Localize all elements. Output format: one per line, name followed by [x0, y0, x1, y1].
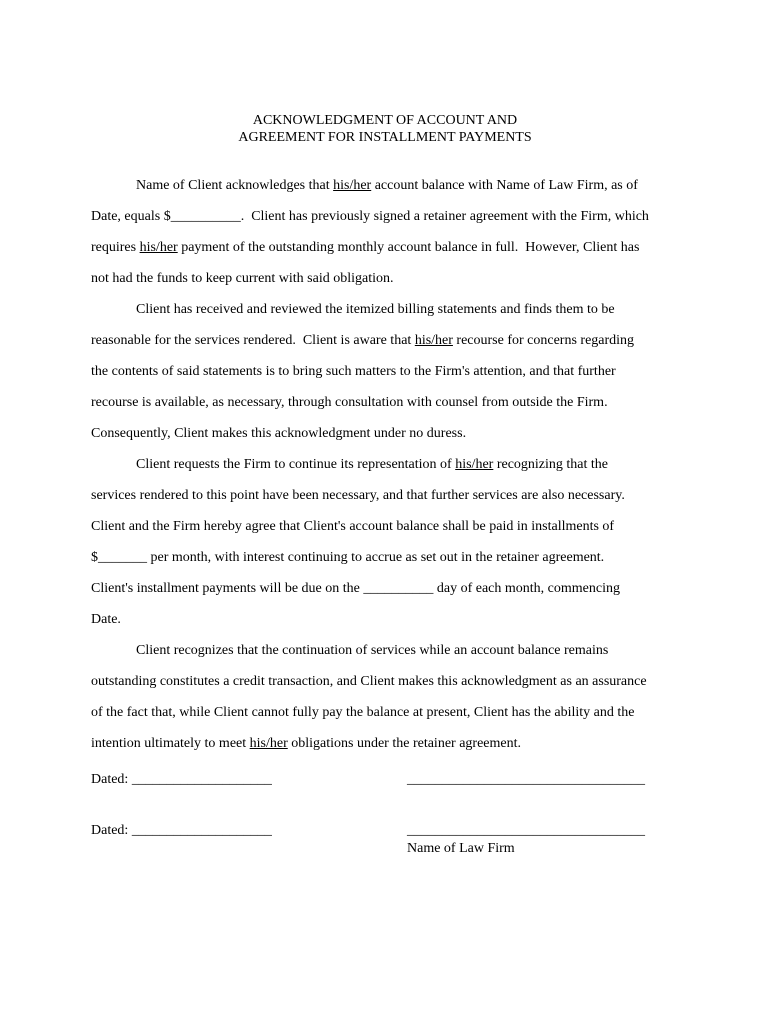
paragraph-1-line-2: Date, equals $__________. Client has previously signed a retainer agreement with the Firm, which	[91, 209, 649, 224]
law-firm-name-label: Name of Law Firm	[407, 841, 515, 856]
text-run: payment of the outstanding monthly account balance in full. However, Client has	[177, 240, 640, 255]
paragraph-2-line-2	[91, 332, 634, 350]
paragraph-3-line-6: Date.	[91, 612, 121, 627]
signature-line-2[interactable]: __________________________________	[407, 823, 645, 838]
paragraph-3-line-5: Client's installment payments will be due on the __________ day of each month, commencing	[91, 581, 620, 596]
text-run: Name of Client acknowledges that	[136, 178, 334, 193]
paragraph-2-line-1: Client has received and reviewed the itemized billing statements and finds them to be	[136, 302, 615, 317]
paragraph-4-line-2: outstanding constitutes a credit transaction, and Client makes this acknowledgment as an assurance	[91, 674, 647, 689]
underlined-pronoun: his/her	[455, 457, 494, 472]
text-run: requires	[91, 240, 140, 255]
paragraph-2-line-5: Consequently, Client makes this acknowledgment under no duress.	[91, 426, 467, 441]
text-run: obligations under the retainer agreement.	[287, 736, 521, 751]
paragraph-4-line-3: of the fact that, while Client cannot fully pay the balance at present, Client has the ability and the	[91, 705, 635, 720]
document-title-line-1: ACKNOWLEDGMENT OF ACCOUNT AND	[252, 113, 518, 128]
paragraph-2-line-3: the contents of said statements is to bring such matters to the Firm's attention, and that further	[91, 364, 616, 379]
paragraph-1-line-4: not had the funds to keep current with said obligation.	[91, 271, 394, 286]
signature-line-1[interactable]: __________________________________	[407, 772, 645, 787]
paragraph-1-line-1	[136, 177, 638, 195]
text-run: intention ultimately to meet	[91, 736, 250, 751]
text-run: reasonable for the services rendered. Client is aware that	[91, 333, 415, 348]
underlined-pronoun: his/her	[414, 333, 453, 348]
paragraph-3-line-4: $_______ per month, with interest continuing to accrue as set out in the retainer agreement.	[91, 550, 605, 565]
text-run: recourse for concerns regarding	[452, 333, 635, 348]
paragraph-3-line-3: Client and the Firm hereby agree that Client's account balance shall be paid in installments of	[91, 519, 615, 534]
paragraph-2-line-4: recourse is available, as necessary, through consultation with counsel from outside the Firm.	[91, 395, 608, 410]
paragraph-3-line-1	[136, 456, 608, 474]
dated-field-1[interactable]: Dated: ____________________	[91, 772, 272, 787]
paragraph-1-line-3	[91, 239, 639, 257]
text-run: Client requests the Firm to continue its representation of	[136, 457, 456, 472]
underlined-pronoun: his/her	[333, 178, 372, 193]
underlined-pronoun: his/her	[249, 736, 288, 751]
document-title-line-2: AGREEMENT FOR INSTALLMENT PAYMENTS	[238, 130, 532, 145]
paragraph-3-line-2: services rendered to this point have been necessary, and that further services are also necessary.	[91, 488, 625, 503]
text-run: account balance with Name of Law Firm, as of	[371, 178, 638, 193]
underlined-pronoun: his/her	[139, 240, 178, 255]
dated-field-2[interactable]: Dated: ____________________	[91, 823, 272, 838]
paragraph-4-line-4	[91, 735, 521, 753]
paragraph-4-line-1: Client recognizes that the continuation of services while an account balance remains	[136, 643, 609, 658]
text-run: recognizing that the	[493, 457, 609, 472]
